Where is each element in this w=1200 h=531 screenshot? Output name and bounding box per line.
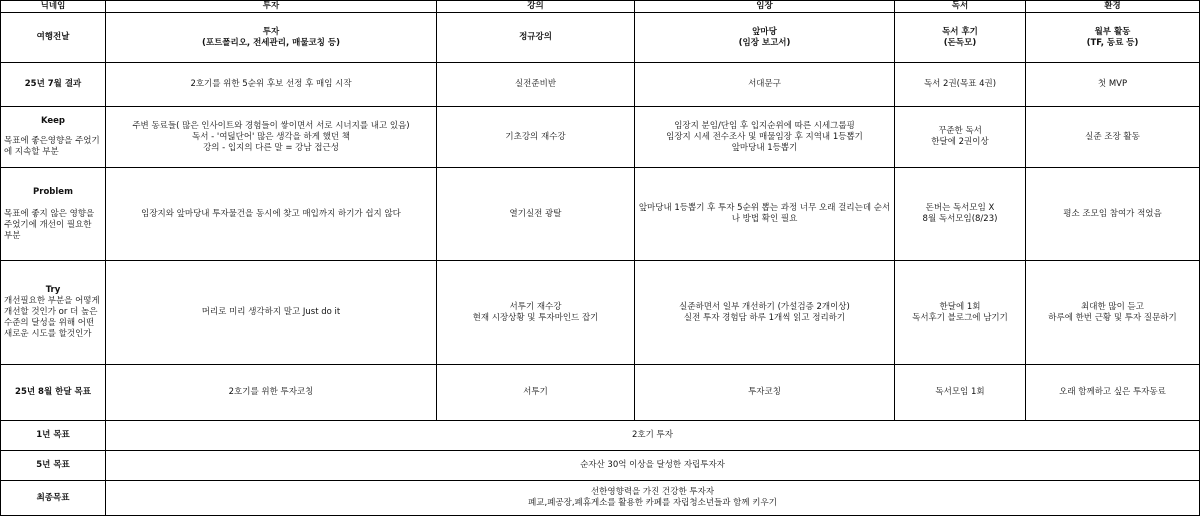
keep-invest <box>106 107 437 168</box>
try-env-line-2: 하루에 한번 근황 및 투자 질문하기 <box>1048 312 1177 323</box>
aug-goal-invest: 2호기를 위한 투자코칭 <box>106 365 437 421</box>
problem-reading-line-2: 8월 독서모임(8/23) <box>922 214 998 224</box>
result-lecture: 실전준비반 <box>437 63 635 107</box>
category-reading <box>895 13 1026 63</box>
category-reading-title: 독서 후기 <box>942 26 978 37</box>
problem-title: Problem <box>33 186 73 197</box>
problem-invest: 임장지와 앞마당내 투자물건을 동시에 찾고 매입까지 하기가 쉽지 않다 <box>106 168 437 261</box>
one-year-value: 2호기 투자 <box>106 421 1200 451</box>
keep-entry <box>635 107 895 168</box>
final-label: 최종목표 <box>1 481 106 516</box>
keep-invest-line-3: 강의 - 입지의 다른 말 = 강남 접근성 <box>203 142 339 153</box>
category-invest <box>106 13 437 63</box>
result-label: 25년 7월 결과 <box>1 63 106 107</box>
aug-goal-env: 오래 함께하고 싶은 투자동료 <box>1026 365 1200 421</box>
result-env: 첫 MVP <box>1026 63 1200 107</box>
try-env-line-1: 최대한 많이 듣고 <box>1081 301 1144 312</box>
header-reading: 독서 <box>895 1 1026 13</box>
keep-title: Keep <box>40 116 66 126</box>
one-year-label: 1년 목표 <box>1 421 106 451</box>
problem-reading <box>895 168 1026 261</box>
keep-invest-line-2: 독서 - '여덟단어' 많은 생각을 하게 했던 책 <box>191 131 351 142</box>
category-entry-title: 앞마당 <box>752 26 777 37</box>
result-reading: 독서 2권(목표 4권) <box>895 63 1026 107</box>
keep-entry-line-1: 임장지 분임/단임 후 입지순위에 따른 시세그룹핑 <box>674 120 855 131</box>
category-invest-sub: (포트폴리오, 전세관리, 매물코칭 등) <box>201 37 341 48</box>
final-line-1: 선한영향력을 가진 건강한 투자자 <box>590 487 715 497</box>
category-reading-sub: (돈독모) <box>943 37 977 48</box>
result-entry: 서대문구 <box>635 63 895 107</box>
five-year-value: 순자산 30억 이상을 달성한 자립투자자 <box>106 451 1200 481</box>
keep-reading-line-2: 한달에 2권이상 <box>931 137 989 147</box>
header-row <box>1 1 1200 13</box>
category-invest-title: 투자 <box>262 26 280 37</box>
header-entry: 임장 <box>635 1 895 13</box>
keep-entry-line-2: 임장지 시세 전수조사 및 매물임장 후 지역내 1등뽑기 <box>666 131 863 142</box>
problem-label <box>1 168 106 261</box>
category-entry-sub: (임장 보고서) <box>738 37 791 48</box>
final-value <box>106 481 1200 516</box>
final-row <box>1 481 1200 516</box>
category-label: 여행전날 <box>1 13 106 63</box>
problem-lecture: 열기실전 광탈 <box>437 168 635 261</box>
header-lecture: 강의 <box>437 1 635 13</box>
aug-goal-label: 25년 8월 한달 목표 <box>1 365 106 421</box>
one-year-row <box>1 421 1200 451</box>
five-year-row <box>1 451 1200 481</box>
aug-goal-row <box>1 365 1200 421</box>
keep-desc: 목표에 좋은영향을 주었기에 지속할 부분 <box>4 136 100 157</box>
keep-invest-line-1: 주변 동료들( 많은 인사이트와 경험들이 쌓이면서 서로 시너지를 내고 있음) <box>132 120 410 131</box>
try-lecture-line-1: 서투기 재수강 <box>509 301 562 312</box>
try-title: Try <box>45 285 61 295</box>
try-desc: 개선필요한 부분을 어떻게 개선할 것인가 or 더 높은 수준의 달성을 위해 어떤 새로운 시도를 할것인가 <box>4 296 100 339</box>
final-line-2: 폐교,폐공장,폐휴게소를 활용한 카페를 자립청소년들과 함께 키우기 <box>528 498 777 508</box>
try-reading <box>895 261 1026 365</box>
try-entry-line-2: 실전 투자 경험담 하루 1개씩 읽고 정리하기 <box>683 312 846 323</box>
category-lecture: 정규강의 <box>437 13 635 63</box>
keep-reading-line-1: 꾸준한 독서 <box>938 126 982 136</box>
try-reading-line-1: 한달에 1회 <box>939 301 981 312</box>
five-year-label: 5년 목표 <box>1 451 106 481</box>
keep-label <box>1 107 106 168</box>
try-entry-line-1: 실준하면서 일부 개선하기 (가설검증 2개이상) <box>679 301 850 312</box>
aug-goal-entry: 투자코칭 <box>635 365 895 421</box>
header-nickname: 닉네임 <box>1 1 106 13</box>
problem-entry: 앞마당내 1등뽑기 후 투자 5순위 뽑는 과정 너무 오래 걸리는데 순서나 방법 확인 필요 <box>635 168 895 261</box>
try-reading-line-2: 독서후기 블로그에 남기기 <box>912 312 1008 323</box>
aug-goal-lecture: 서투기 <box>437 365 635 421</box>
try-lecture-line-2: 현재 시장상황 및 투자마인드 잡기 <box>472 312 599 323</box>
header-environment: 환경 <box>1026 1 1200 13</box>
keep-env: 실준 조장 활동 <box>1026 107 1200 168</box>
header-invest: 투자 <box>106 1 437 13</box>
try-invest: 머리로 미리 생각하지 말고 Just do it <box>106 261 437 365</box>
keep-entry-line-3: 앞마당내 1등뽑기 <box>731 142 798 153</box>
problem-desc: 목표에 좋지 않은 영향을 주었기에 개선이 필요한 부분 <box>4 208 95 241</box>
category-env-title: 월부 활동 <box>1094 26 1131 37</box>
category-env-sub: (TF, 동료 등) <box>1086 37 1139 48</box>
problem-row <box>1 168 1200 261</box>
category-row <box>1 13 1200 63</box>
aug-goal-reading: 독서모임 1회 <box>895 365 1026 421</box>
try-row <box>1 261 1200 365</box>
category-env <box>1026 13 1200 63</box>
keep-row <box>1 107 1200 168</box>
try-entry <box>635 261 895 365</box>
problem-reading-line-1: 돈버는 독서모임 X <box>925 203 995 213</box>
keep-reading <box>895 107 1026 168</box>
result-invest: 2호기를 위한 5순위 후보 선정 후 매임 시작 <box>106 63 437 107</box>
try-env <box>1026 261 1200 365</box>
try-label <box>1 261 106 365</box>
result-row <box>1 63 1200 107</box>
category-entry <box>635 13 895 63</box>
problem-env: 평소 조모임 참여가 적었음 <box>1026 168 1200 261</box>
try-lecture <box>437 261 635 365</box>
keep-lecture: 기초강의 재수강 <box>437 107 635 168</box>
